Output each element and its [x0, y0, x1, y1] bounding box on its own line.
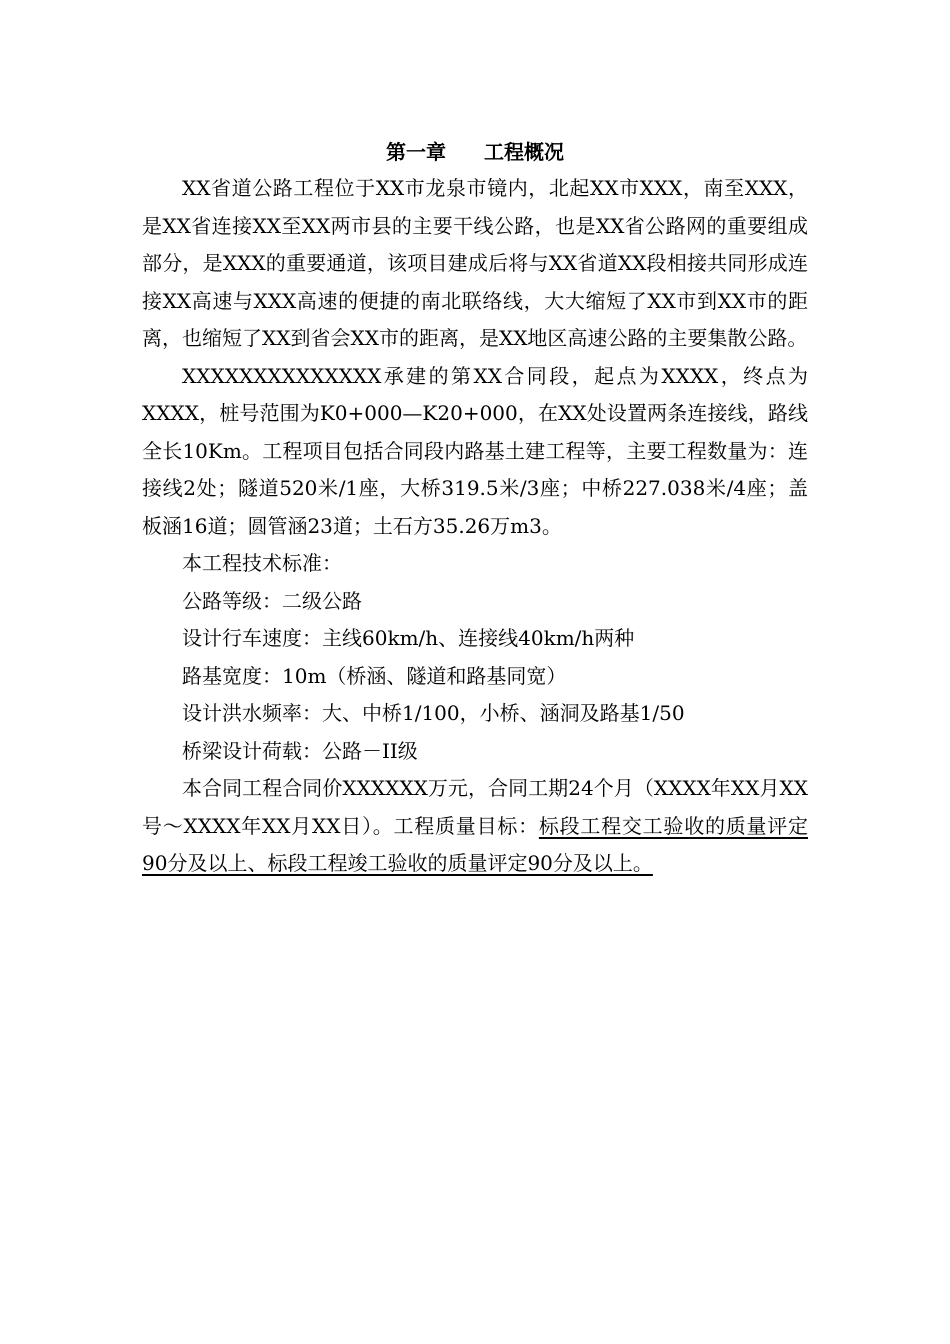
quality-target: 标段工程交工验收的质量评定90分及以上、标段工程竣工验收的质量评定90分及以上。: [142, 813, 809, 875]
chapter-number: 第一章: [386, 140, 446, 164]
paragraph-standards-heading: 本工程技术标准：: [182, 551, 342, 575]
contract-text: 本合同工程合同价XXXXXX万元，合同工期24个月（XXXX年XX月XX号～XXXX年XX月XX日）。工程质量目标：: [142, 776, 808, 838]
paragraph-roadbed-width: 路基宽度：10m（桥涵、隧道和路基同宽）: [182, 663, 567, 688]
chapter-heading: [142, 134, 808, 170]
paragraph-overview: XX省道公路工程位于XX市龙泉市镜内，北起XX市XXX，南至XXX，是XX省连接XX至XX两市县的主要干线公路，也是XX省公路网的重要组成部分，是XXX的重要通道，该项目建成后将与XX省道XX段相接共同形成连接XX高速与XXX高速的便捷的南北联络线，大大缩短了XX市到XX市的距离，也缩短了XX到省会XX市的距离，是XX地区高速公路的主要集散公路。: [142, 176, 808, 350]
paragraph-road-grade: 公路等级：二级公路: [182, 588, 362, 613]
document-page: [142, 134, 808, 883]
paragraph-design-speed: 设计行车速度：主线60km/h、连接线40km/h两种: [182, 626, 635, 650]
paragraph-bridge-load: 桥梁设计荷载：公路－II级: [182, 738, 418, 763]
chapter-title: 工程概况: [484, 140, 564, 164]
paragraph-contract-section: XXXXXXXXXXXXXX承建的第XX合同段，起点为XXXX，终点为XXXX，桩号范围为K0+000—K20+000，在XX处设置两条连接线，路线全长10Km。工程项目包括合同段内路基土建工程等，主要工程数量为：连接线2处；隧道520米/1座，大桥319.5米/3座；中桥227.038米/4座；盖板涵16道；圆管涵23道；土石方35.26万m3。: [142, 363, 808, 538]
paragraph-flood-frequency: 设计洪水频率：大、中桥1/100，小桥、涵洞及路基1/50: [182, 701, 685, 725]
paragraph-contract-price: [142, 770, 808, 883]
